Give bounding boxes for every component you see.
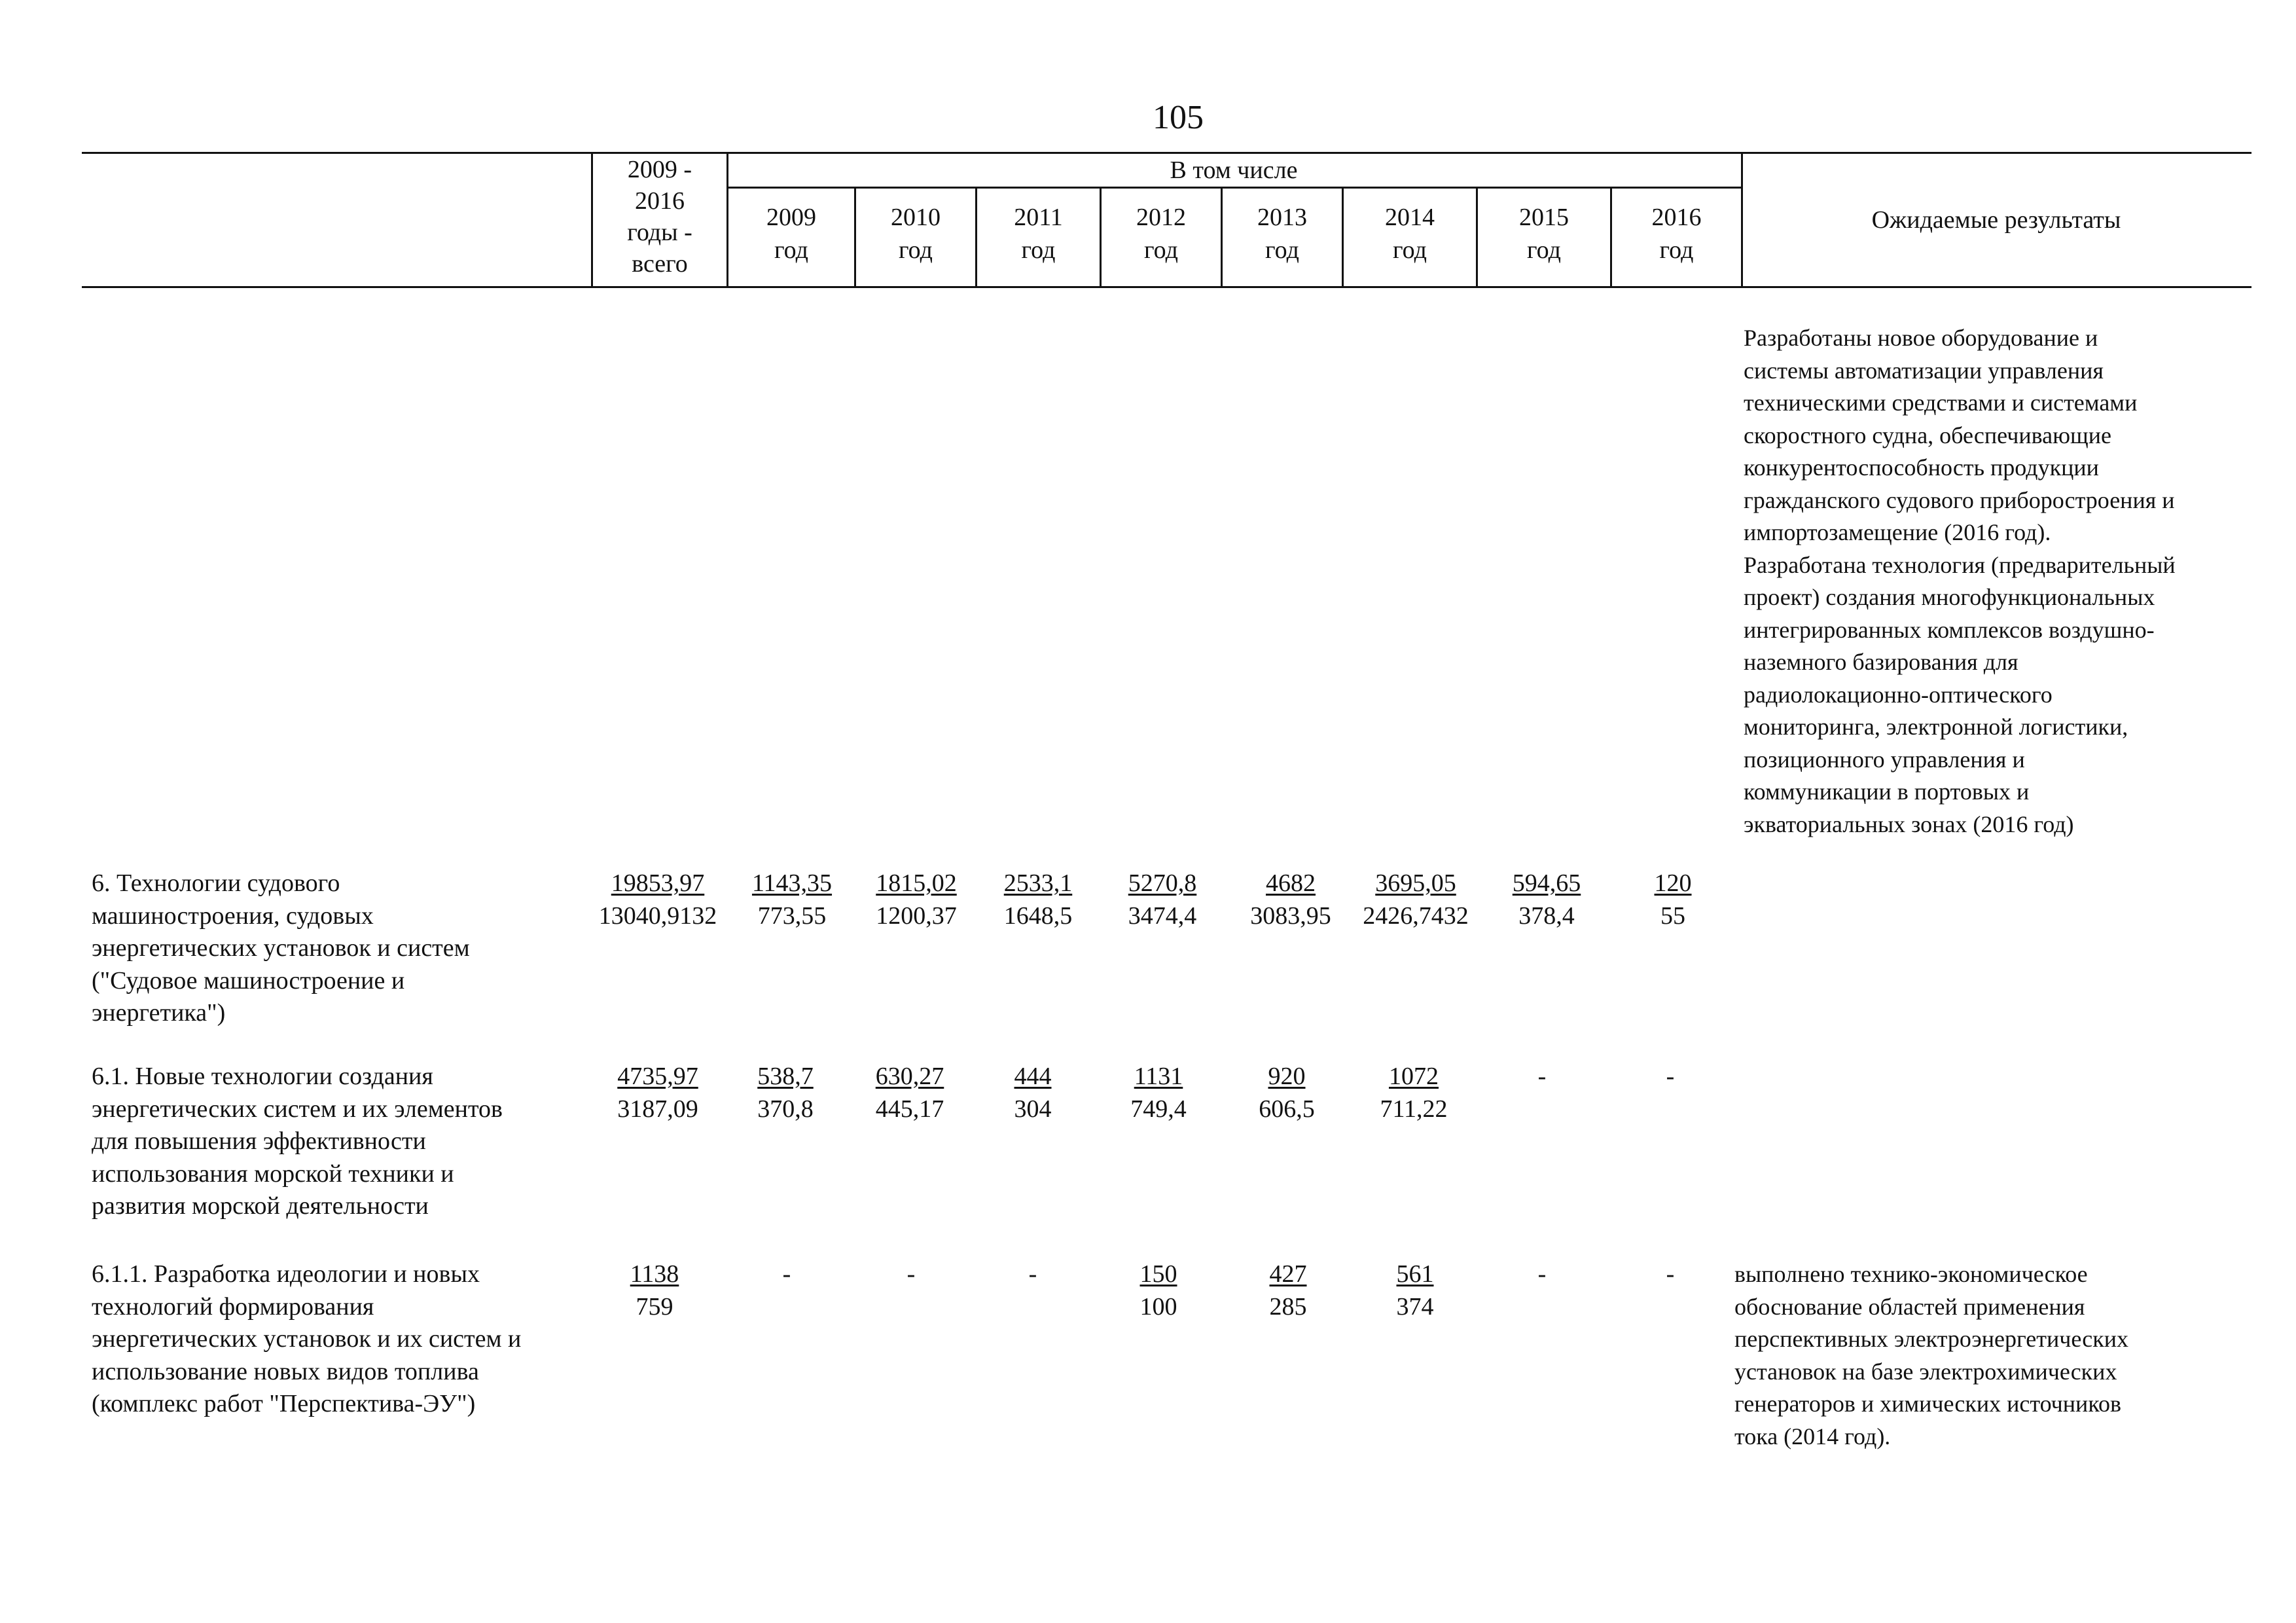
value-2016: - <box>1666 1260 1675 1288</box>
value-2013: 427 285 <box>1269 1260 1307 1321</box>
year-header-2009: 2009 год <box>766 204 816 264</box>
year-header-2016: 2016 год <box>1651 204 1702 264</box>
value-2015: 594,65 378,4 <box>1512 869 1581 930</box>
value-total: 4735,97 3187,09 <box>617 1063 698 1123</box>
row-label: 6.1. Новые технологии создания энергетических систем и их элементов для повышения эффективности использования морской техники и развития морской деятельности <box>92 1063 503 1220</box>
value-2010: 1815,02 1200,37 <box>876 869 957 930</box>
value-2009: - <box>782 1260 791 1288</box>
year-header-2015: 2015 год <box>1519 204 1569 264</box>
value-2011: 444 304 <box>1014 1063 1052 1123</box>
year-header-2012: 2012 год <box>1136 204 1186 264</box>
table-header <box>82 152 2251 288</box>
value-2014: 3695,05 2426,7432 <box>1363 869 1469 930</box>
value-2015: - <box>1537 1260 1547 1288</box>
value-2012: 5270,8 3474,4 <box>1128 869 1197 930</box>
row-label: 6. Технологии судового машиностроения, судовых энергетических установок и систем ("Судовое машиностроение и энергетика") <box>92 869 470 1027</box>
value-total: 19853,97 13040,9132 <box>598 869 717 930</box>
value-2013: 920 606,5 <box>1259 1063 1315 1123</box>
value-2014: 1072 711,22 <box>1380 1063 1448 1123</box>
value-2016: - <box>1666 1063 1675 1090</box>
results-column-header: Ожидаемые результаты <box>1871 206 2121 234</box>
value-2015: - <box>1537 1063 1547 1090</box>
year-header-2010: 2010 год <box>891 204 941 264</box>
value-2009: 538,7 370,8 <box>757 1063 814 1123</box>
in-total-header: В том числе <box>726 154 1741 189</box>
value-2010: - <box>906 1260 916 1288</box>
year-header-2014: 2014 год <box>1385 204 1435 264</box>
value-2014: 561 374 <box>1396 1260 1434 1321</box>
results-text: Разработаны новое оборудование и системы автоматизации управления техническими средствами и системами скоростного судна, обеспечивающие конкурентоспособность продукции гражданского судового приборостроения и импортозамещение (2016 год). Разработана технология (предварительный проект) создания многофункциональных интегрированных комплексов воздушно- наземного базирования для радиолокационно-оптического мониторинга, электронной логистики, позиционного управления и коммуникации в портовых и экваториальных зонах (2016 год) <box>1744 325 2176 837</box>
value-2012: 1131 749,4 <box>1130 1063 1187 1123</box>
year-header-2011: 2011 год <box>1014 204 1063 264</box>
value-2010: 630,27 445,17 <box>875 1063 944 1123</box>
row-result: выполнено технико-экономическое обоснование областей применения перспективных электроэнергетических установок на базе электрохимических генераторов и химических источников тока (2014 год). <box>1734 1261 2128 1450</box>
value-2011: - <box>1028 1260 1037 1288</box>
value-2009: 1143,35 773,55 <box>751 869 833 930</box>
row-label: 6.1.1. Разработка идеологии и новых технологий формирования энергетических установок и их систем и использование новых видов топлива (комплекс работ "Перспектива-ЭУ") <box>92 1260 522 1417</box>
value-2016: 120 55 <box>1654 869 1692 930</box>
value-2013: 4682 3083,95 <box>1250 869 1331 930</box>
total-column-header: 2009 - 2016 годы - всего <box>627 156 692 278</box>
value-2011: 2533,1 1648,5 <box>1003 869 1073 930</box>
value-2012: 150 100 <box>1139 1260 1177 1321</box>
year-header-2013: 2013 год <box>1257 204 1307 264</box>
page-number: 105 <box>1153 99 1204 136</box>
value-total: 1138 759 <box>630 1260 679 1321</box>
